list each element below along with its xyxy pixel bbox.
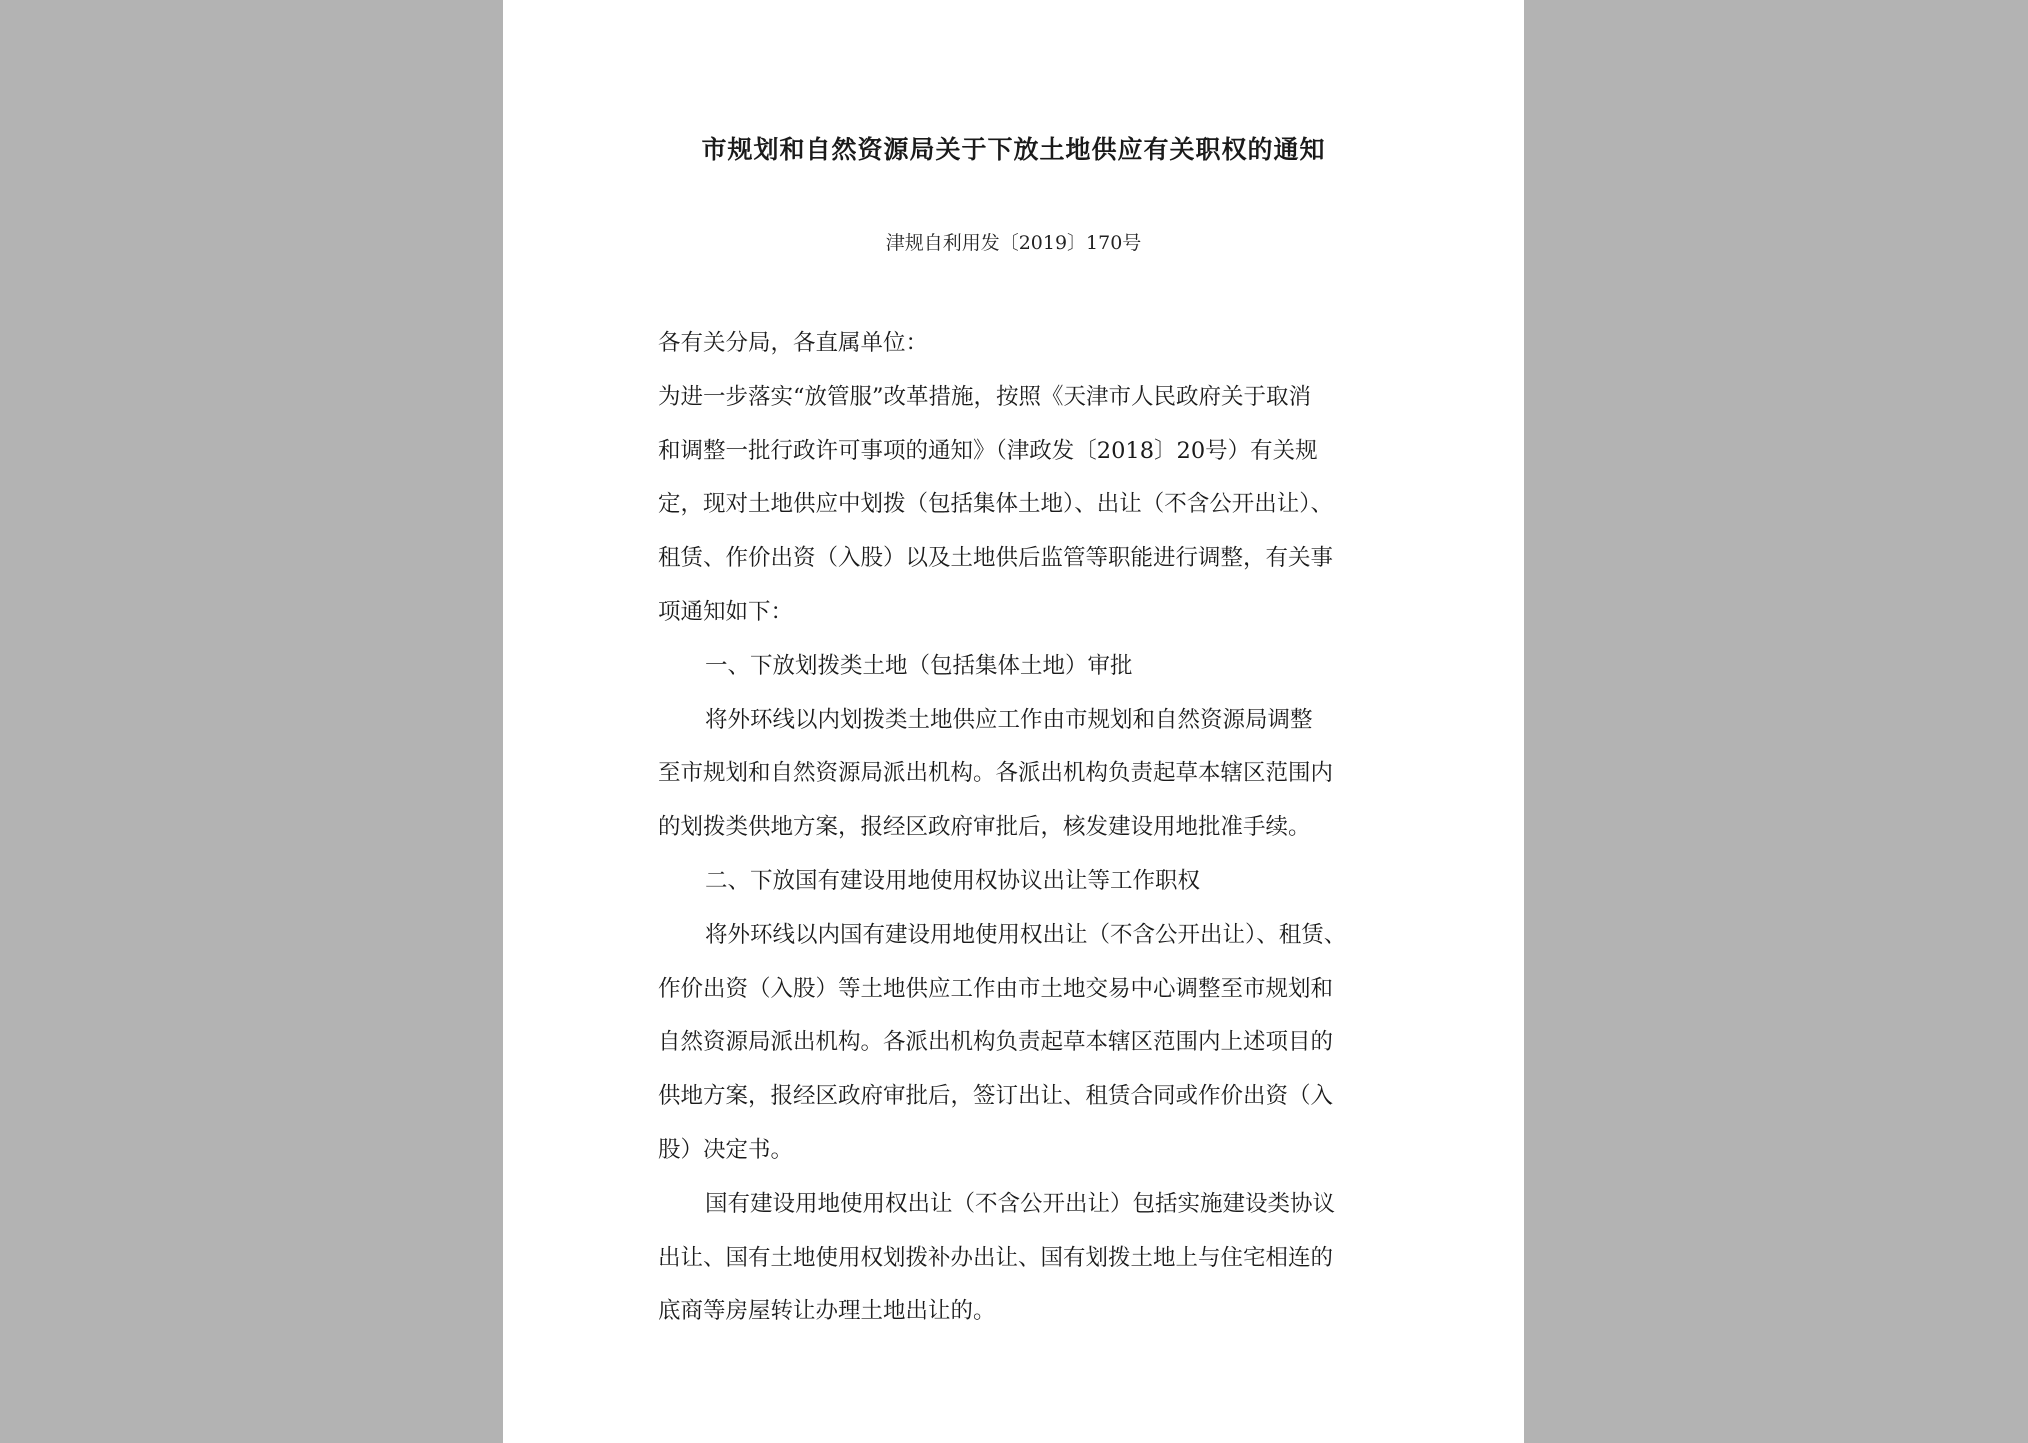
page-title: 市规划和自然资源局关于下放土地供应有关职权的通知 <box>701 135 1326 164</box>
body-line: 自然资源局派出机构。各派出机构负责起草本辖区范围内上述项目的 <box>658 1029 1334 1056</box>
body-line: 将外环线以内划拨类土地供应工作由市规划和自然资源局调整 <box>705 706 1313 733</box>
document-number: 津规自利用发〔2019〕170号 <box>885 232 1142 254</box>
body-line: 供地方案，报经区政府审批后，签订出让、租赁合同或作价出资（入 <box>658 1083 1334 1110</box>
body-line: 项通知如下： <box>658 598 794 625</box>
body-line: 的划拨类供地方案，报经区政府审批后，核发建设用地批准手续。 <box>658 814 1311 841</box>
body-line: 作价出资（入股）等土地供应工作由市土地交易中心调整至市规划和 <box>658 975 1334 1002</box>
section-heading-2: 二、下放国有建设用地使用权协议出让等工作职权 <box>705 867 1201 894</box>
body-line: 至市规划和自然资源局派出机构。各派出机构负责起草本辖区范围内 <box>658 760 1334 787</box>
body-line: 和调整一批行政许可事项的通知》（津政发〔2018〕20号）有关规 <box>658 437 1318 464</box>
salutation-line: 各有关分局，各直属单位： <box>658 330 929 356</box>
document-page <box>503 0 1524 1443</box>
body-line: 股）决定书。 <box>658 1136 794 1163</box>
body-line: 将外环线以内国有建设用地使用权出让（不含公开出让）、租赁、 <box>705 921 1347 948</box>
body-line: 为进一步落实“放管服”改革措施，按照《天津市人民政府关于取消 <box>658 383 1312 410</box>
body-line: 租赁、作价出资（入股）以及土地供后监管等职能进行调整，有关事 <box>658 545 1334 572</box>
body-line: 国有建设用地使用权出让（不含公开出让）包括实施建设类协议 <box>705 1190 1336 1217</box>
document-body <box>658 317 1378 1339</box>
section-heading-1: 一、下放划拨类土地（包括集体土地）审批 <box>705 652 1133 679</box>
body-line: 底商等房屋转让办理土地出让的。 <box>658 1298 996 1325</box>
body-line: 出让、国有土地使用权划拨补办出让、国有划拨土地上与住宅相连的 <box>658 1244 1334 1271</box>
body-line: 定，现对土地供应中划拨（包括集体土地）、出让（不含公开出让）、 <box>658 491 1334 518</box>
